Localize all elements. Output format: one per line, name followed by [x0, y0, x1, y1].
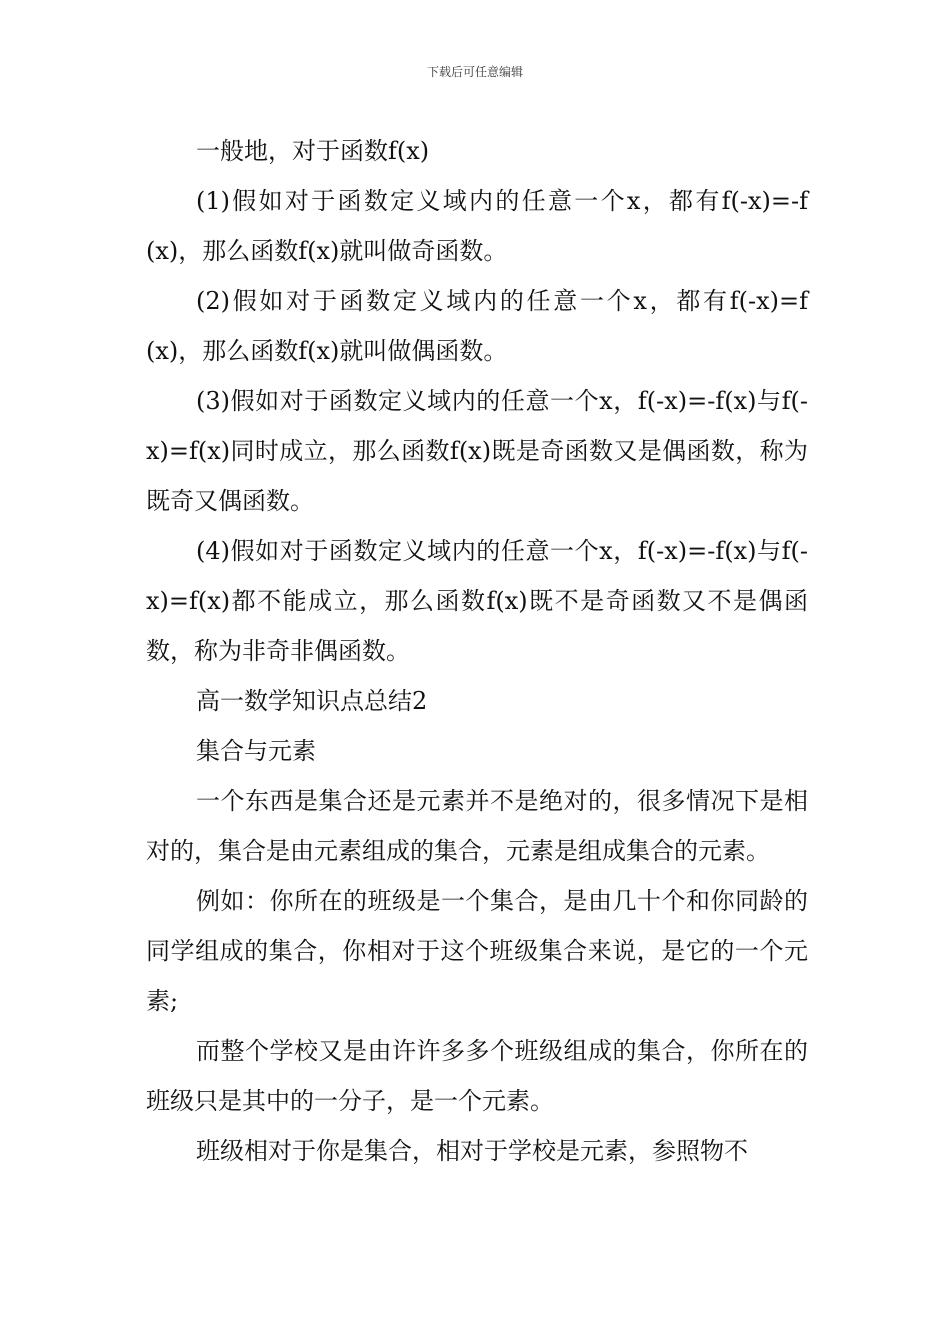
- page-header-note: 下载后可任意编辑: [426, 65, 523, 79]
- paragraph-class-example: 例如：你所在的班级是一个集合，是由几十个和你同龄的同学组成的集合，你相对于这个班级集合来说，是它的一个元素;: [146, 887, 808, 1015]
- paragraph-intro: 一般地，对于函数f(x): [196, 137, 430, 165]
- paragraph-set-element-relative: 一个东西是集合还是元素并不是绝对的，很多情况下是相对的，集合是由元素组成的集合，元素是组成集合的元素。: [146, 787, 808, 865]
- paragraph-even-function: (2)假如对于函数定义域内的任意一个x，都有f(-x)=f(x)，那么函数f(x)就叫做偶函数。: [146, 287, 808, 365]
- section-heading: 高一数学知识点总结2: [196, 687, 428, 715]
- paragraph-school-example: 而整个学校又是由许许多多个班级组成的集合，你所在的班级只是其中的一分子，是一个元素。: [146, 1037, 808, 1115]
- paragraph-odd-function: (1)假如对于函数定义域内的任意一个x，都有f(-x)=-f(x)，那么函数f(x)就叫做奇函数。: [146, 187, 808, 265]
- paragraph-neither-odd-nor-even: (4)假如对于函数定义域内的任意一个x，f(-x)=-f(x)与f(-x)=f(x)都不能成立，那么函数f(x)既不是奇函数又不是偶函数，称为非奇非偶函数。: [146, 537, 808, 665]
- paragraph-odd-and-even-function: (3)假如对于函数定义域内的任意一个x，f(-x)=-f(x)与f(-x)=f(x)同时成立，那么函数f(x)既是奇函数又是偶函数，称为既奇又偶函数。: [146, 387, 808, 515]
- subsection-heading: 集合与元素: [196, 737, 316, 765]
- paragraph-reference-frame: 班级相对于你是集合，相对于学校是元素，参照物不: [196, 1137, 748, 1165]
- document-body: [146, 126, 808, 1176]
